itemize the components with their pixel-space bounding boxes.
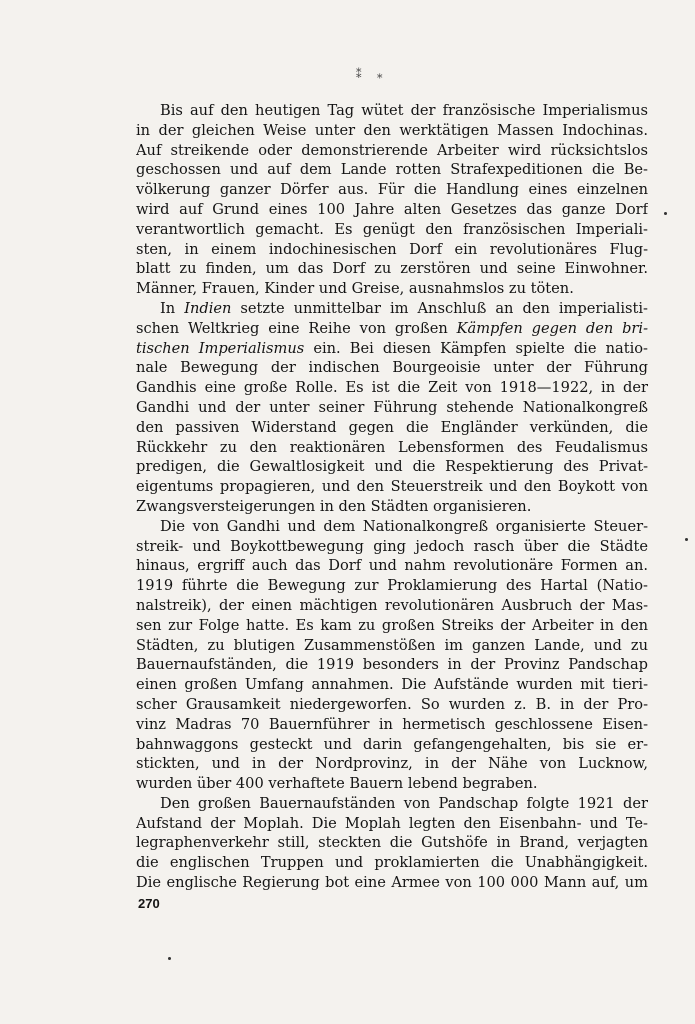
text-segment: einen großen Umfang annahmen. Die Aufstände wurden mit tieri- <box>136 676 648 694</box>
text-segment: sten, in einem indochinesischen Dorf ein revolutionäres Flug- <box>136 240 648 258</box>
text-line <box>136 873 648 893</box>
text-segment: predigen, die Gewaltlosigkeit und die Respektierung des Privat- <box>136 458 648 476</box>
text-segment: Die von Gandhi und dem Nationalkongreß organisierte Steuer- <box>160 517 648 535</box>
text-segment: stickten, und in der Nordprovinz, in der Nähe von Lucknow, <box>136 755 648 773</box>
text-segment: scher Grausamkeit niedergeworfen. So wurden z. B. in der Pro- <box>136 695 648 713</box>
text-segment: geschossen und auf dem Lande rotten Strafexpeditionen die Be- <box>136 161 648 179</box>
text-line <box>136 517 648 537</box>
text-segment: vinz Madras 70 Bauernführer in hermetisch geschlossene Eisen- <box>136 715 648 733</box>
text-segment: Aufstand der Moplah. Die Moplah legten den Eisenbahn- und Te- <box>136 814 648 832</box>
text-segment: wurden über 400 verhaftete Bauern lebend begraben. <box>136 775 538 793</box>
text-segment: bahnwaggons gesteckt und darin gefangengehalten, bis sie er- <box>136 735 648 753</box>
text-segment: Bis auf den heutigen Tag wütet der französische Imperialismus <box>160 102 648 119</box>
text-line <box>136 358 648 378</box>
text-segment: nale Bewegung der indischen Bourgeoisie unter der Führung <box>136 359 648 377</box>
text-line <box>136 695 648 715</box>
text-segment: schen Weltkrieg eine Reihe von großen <box>136 319 457 337</box>
paragraph <box>136 101 648 299</box>
text-segment: Die englische Regierung bot eine Armee von 100 000 Mann auf, um <box>136 874 648 892</box>
text-line <box>136 497 648 517</box>
text-line <box>136 121 648 141</box>
text-segment: wird auf Grund eines 100 Jahre alten Gesetzes das ganze Dorf <box>136 200 648 218</box>
page-number: 270 <box>138 896 160 911</box>
text-segment: völkerung ganzer Dörfer aus. Für die Handlung eines einzelnen <box>136 181 648 199</box>
text-line <box>136 141 648 161</box>
text-line <box>136 794 648 814</box>
body-text <box>136 101 648 893</box>
text-segment: Gandhis eine große Rolle. Es ist die Zeit von 1918—1922, in der <box>136 379 648 397</box>
text-line <box>136 814 648 834</box>
text-line <box>136 477 648 497</box>
text-line <box>136 576 648 596</box>
text-line <box>136 200 648 220</box>
ink-speck <box>168 957 171 960</box>
text-line <box>136 636 648 656</box>
text-segment: verantwortlich gemacht. Es genügt den französischen Imperiali- <box>136 220 648 238</box>
text-line <box>136 240 648 260</box>
text-segment: Auf streikende oder demonstrierende Arbeiter wird rücksichtslos <box>136 141 648 159</box>
ink-speck <box>685 538 688 541</box>
text-line <box>136 457 648 477</box>
text-line <box>136 735 648 755</box>
text-line <box>136 299 648 319</box>
text-segment: Zwangsversteigerungen in den Städten organisieren. <box>136 497 532 515</box>
text-line <box>136 715 648 735</box>
text-line <box>136 220 648 240</box>
text-segment: sen zur Folge hatte. Es kam zu großen Streiks der Arbeiter in den <box>136 616 648 634</box>
text-segment: hinaus, ergriff auch das Dorf und nahm revolutionäre Formen an. <box>136 557 648 575</box>
text-segment: 1919 führte die Bewegung zur Proklamierung des Hartal (Natio- <box>136 577 648 595</box>
ink-speck <box>664 212 667 215</box>
text-segment: Männer, Frauen, Kinder und Greise, ausnahmslos zu töten. <box>136 280 574 298</box>
text-line <box>136 160 648 180</box>
text-line <box>136 319 648 339</box>
text-segment: Bauernaufständen, die 1919 besonders in der Provinz Pandschap <box>136 656 648 674</box>
text-line <box>136 259 648 279</box>
text-line <box>136 101 648 121</box>
text-segment: Gandhi und der unter seiner Führung stehende Nationalkongreß <box>136 398 648 416</box>
text-segment: Rückkehr zu den reaktionären Lebensformen des Feudalismus <box>136 438 648 456</box>
text-line <box>136 339 648 359</box>
text-line <box>136 853 648 873</box>
text-segment: den passiven Widerstand gegen die Engländer verkünden, die <box>136 418 648 436</box>
text-segment: streik- und Boykottbewegung ging jedoch rasch über die Städte <box>136 537 648 555</box>
text-line <box>136 754 648 774</box>
text-line <box>136 774 648 794</box>
text-segment: in der gleichen Weise unter den werktätigen Massen Indochinas. <box>136 121 648 139</box>
paragraph <box>136 299 648 517</box>
paragraph <box>136 517 648 794</box>
text-line <box>136 537 648 557</box>
text-line <box>136 398 648 418</box>
text-segment: legraphenverkehr still, steckten die Gutshöfe in Brand, verjagten <box>136 834 648 852</box>
text-line <box>136 438 648 458</box>
text-line <box>136 556 648 576</box>
text-segment: ein. Bei diesen Kämpfen spielte die natio- <box>304 339 648 357</box>
text-segment: Den großen Bauernaufständen von Pandschap folgte 1921 der <box>160 794 648 812</box>
page-ornament: ⁑ ⁎ <box>356 68 389 81</box>
emphasis-text: Indien <box>184 299 232 317</box>
text-line <box>136 833 648 853</box>
text-segment: blatt zu finden, um das Dorf zu zerstören und seine Einwohner. <box>136 260 648 278</box>
text-segment: die englischen Truppen und proklamierten die Unabhängigkeit. <box>136 854 648 872</box>
text-line <box>136 418 648 438</box>
text-line <box>136 616 648 636</box>
text-segment: eigentums propagieren, und den Steuerstreik und den Boykott von <box>136 478 648 496</box>
text-line <box>136 596 648 616</box>
emphasis-text: tischen Imperialismus <box>136 339 305 357</box>
emphasis-text: Kämpfen gegen den bri- <box>456 319 648 337</box>
text-segment: In <box>160 299 185 317</box>
text-segment: Städten, zu blutigen Zusammenstößen im ganzen Lande, und zu <box>136 636 648 654</box>
text-line <box>136 180 648 200</box>
text-segment: setzte unmittelbar im Anschluß an den imperialisti- <box>231 299 648 317</box>
text-line <box>136 378 648 398</box>
text-line <box>136 655 648 675</box>
text-line <box>136 279 648 299</box>
paragraph <box>136 794 648 893</box>
text-line <box>136 675 648 695</box>
text-segment: nalstreik), der einen mächtigen revolutionären Ausbruch der Mas- <box>136 596 648 614</box>
